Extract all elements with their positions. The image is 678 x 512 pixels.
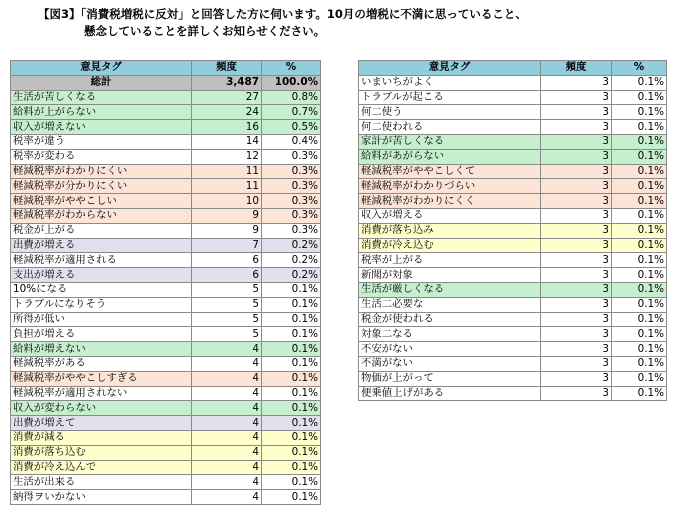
- table-row: [359, 282, 667, 297]
- tag-cell: 軽減税率がわかりにくい: [11, 164, 192, 179]
- tag-cell: いまいちがよく: [359, 75, 541, 90]
- tag-cell: 軽減税率が適用される: [11, 253, 192, 268]
- table-row: [359, 179, 667, 194]
- freq-cell: 3: [541, 134, 612, 149]
- pct-cell: 0.1%: [262, 297, 321, 312]
- pct-cell: 0.1%: [612, 105, 667, 120]
- table-row: [359, 371, 667, 386]
- opinion-tag-table-left: [10, 60, 321, 505]
- freq-cell: 3: [541, 282, 612, 297]
- column-header-tag: 意見タグ: [11, 61, 192, 76]
- table-row: [11, 282, 321, 297]
- tag-cell: 軽減税率が分かりにくい: [11, 179, 192, 194]
- tag-cell: 収入が変わらない: [11, 401, 192, 416]
- pct-cell: 0.3%: [262, 208, 321, 223]
- pct-cell: 0.1%: [612, 327, 667, 342]
- total-freq: 3,487: [192, 75, 262, 90]
- table-row: [11, 430, 321, 445]
- tag-cell: 軽減税率がわかりづらい: [359, 179, 541, 194]
- figure-heading: [38, 6, 668, 40]
- tag-cell: 出費が増えて: [11, 416, 192, 431]
- pct-cell: 0.1%: [612, 149, 667, 164]
- table-row: [359, 356, 667, 371]
- table-row: [11, 327, 321, 342]
- pct-cell: 0.1%: [262, 312, 321, 327]
- tag-cell: 消費が減る: [11, 430, 192, 445]
- freq-cell: 3: [541, 342, 612, 357]
- freq-cell: 3: [541, 356, 612, 371]
- table-row: [11, 356, 321, 371]
- pct-cell: 0.1%: [262, 342, 321, 357]
- table-row: [359, 268, 667, 283]
- right-table-body: [359, 61, 667, 401]
- tag-cell: 軽減税率がややこしい: [11, 194, 192, 209]
- freq-cell: 6: [192, 253, 262, 268]
- pct-cell: 0.3%: [262, 194, 321, 209]
- table-row: [359, 120, 667, 135]
- freq-cell: 3: [541, 194, 612, 209]
- pct-cell: 0.3%: [262, 164, 321, 179]
- pct-cell: 0.3%: [262, 149, 321, 164]
- freq-cell: 3: [541, 149, 612, 164]
- freq-cell: 5: [192, 282, 262, 297]
- freq-cell: 4: [192, 356, 262, 371]
- freq-cell: 3: [541, 179, 612, 194]
- freq-cell: 9: [192, 223, 262, 238]
- freq-cell: 3: [541, 253, 612, 268]
- tag-cell: 税率が上がる: [359, 253, 541, 268]
- tag-cell: 消費が冷え込んで: [11, 460, 192, 475]
- pct-cell: 0.1%: [262, 356, 321, 371]
- pct-cell: 0.1%: [612, 223, 667, 238]
- freq-cell: 3: [541, 75, 612, 90]
- tag-cell: 負担が増える: [11, 327, 192, 342]
- tag-cell: 納得ヲいかない: [11, 490, 192, 505]
- freq-cell: 3: [541, 386, 612, 401]
- tag-cell: 収入が増える: [359, 208, 541, 223]
- freq-cell: 4: [192, 386, 262, 401]
- pct-cell: 0.1%: [262, 282, 321, 297]
- pct-cell: 0.1%: [612, 342, 667, 357]
- table-row: [359, 134, 667, 149]
- table-row: [11, 134, 321, 149]
- column-header-freq: 頻度: [541, 61, 612, 76]
- freq-cell: 11: [192, 164, 262, 179]
- tag-cell: 給料があがらない: [359, 149, 541, 164]
- table-row: [11, 475, 321, 490]
- pct-cell: 0.1%: [612, 297, 667, 312]
- freq-cell: 5: [192, 312, 262, 327]
- tag-cell: 生活二必要な: [359, 297, 541, 312]
- tag-cell: 不満がない: [359, 356, 541, 371]
- pct-cell: 0.1%: [612, 356, 667, 371]
- table-row: [11, 238, 321, 253]
- pct-cell: 0.1%: [612, 371, 667, 386]
- pct-cell: 0.1%: [262, 475, 321, 490]
- pct-cell: 0.1%: [612, 386, 667, 401]
- tag-cell: 出費が増える: [11, 238, 192, 253]
- freq-cell: 6: [192, 268, 262, 283]
- table-row: [11, 371, 321, 386]
- pct-cell: 0.2%: [262, 253, 321, 268]
- tag-cell: 軽減税率がわからない: [11, 208, 192, 223]
- table-row: [11, 490, 321, 505]
- tag-cell: 不安がない: [359, 342, 541, 357]
- pct-cell: 0.1%: [612, 312, 667, 327]
- header-row: [11, 61, 321, 76]
- pct-cell: 0.1%: [612, 282, 667, 297]
- tag-cell: 生活が厳しくなる: [359, 282, 541, 297]
- pct-cell: 0.1%: [262, 416, 321, 431]
- table-row: [359, 327, 667, 342]
- freq-cell: 3: [541, 268, 612, 283]
- tag-cell: 新聞が対象: [359, 268, 541, 283]
- freq-cell: 3: [541, 327, 612, 342]
- left-table-body: [11, 61, 321, 505]
- pct-cell: 0.1%: [612, 179, 667, 194]
- pct-cell: 0.2%: [262, 238, 321, 253]
- tag-cell: 軽減税率がややこしくて: [359, 164, 541, 179]
- pct-cell: 0.1%: [262, 371, 321, 386]
- heading-line-2: 懸念していることを詳しくお知らせください。: [84, 24, 326, 38]
- tag-cell: トラブルが起こる: [359, 90, 541, 105]
- table-row: [11, 253, 321, 268]
- total-row: [11, 75, 321, 90]
- tag-cell: 軽減税率が適用されない: [11, 386, 192, 401]
- tag-cell: 生活が出来る: [11, 475, 192, 490]
- tag-cell: 支出が増える: [11, 268, 192, 283]
- tag-cell: 所得が低い: [11, 312, 192, 327]
- table-row: [11, 268, 321, 283]
- freq-cell: 7: [192, 238, 262, 253]
- pct-cell: 0.8%: [262, 90, 321, 105]
- tag-cell: 軽減税率がある: [11, 356, 192, 371]
- table-row: [11, 208, 321, 223]
- freq-cell: 4: [192, 416, 262, 431]
- pct-cell: 0.4%: [262, 134, 321, 149]
- table-row: [359, 75, 667, 90]
- pct-cell: 0.1%: [262, 460, 321, 475]
- freq-cell: 3: [541, 120, 612, 135]
- table-row: [11, 194, 321, 209]
- freq-cell: 3: [541, 164, 612, 179]
- freq-cell: 12: [192, 149, 262, 164]
- freq-cell: 14: [192, 134, 262, 149]
- freq-cell: 3: [541, 238, 612, 253]
- table-row: [11, 312, 321, 327]
- tag-cell: 対象二なる: [359, 327, 541, 342]
- tag-cell: 家計が苦しくなる: [359, 134, 541, 149]
- table-row: [11, 223, 321, 238]
- table-row: [359, 164, 667, 179]
- tag-cell: 生活が苦しくなる: [11, 90, 192, 105]
- table-row: [359, 149, 667, 164]
- pct-cell: 0.1%: [612, 238, 667, 253]
- total-pct: 100.0%: [262, 75, 321, 90]
- table-row: [359, 105, 667, 120]
- pct-cell: 0.1%: [612, 75, 667, 90]
- pct-cell: 0.1%: [612, 253, 667, 268]
- table-row: [11, 342, 321, 357]
- freq-cell: 16: [192, 120, 262, 135]
- freq-cell: 3: [541, 90, 612, 105]
- table-row: [359, 194, 667, 209]
- heading-line-1: 【図3】「消費税増税に反対」と回答した方に伺います。10月の増税に不満に思っていること、: [38, 7, 527, 21]
- table-row: [359, 208, 667, 223]
- freq-cell: 4: [192, 445, 262, 460]
- tag-cell: 何二使う: [359, 105, 541, 120]
- table-row: [11, 416, 321, 431]
- freq-cell: 3: [541, 208, 612, 223]
- table-row: [359, 312, 667, 327]
- freq-cell: 3: [541, 371, 612, 386]
- column-header-tag: 意見タグ: [359, 61, 541, 76]
- freq-cell: 4: [192, 401, 262, 416]
- tag-cell: 給料が上がらない: [11, 105, 192, 120]
- pct-cell: 0.1%: [612, 194, 667, 209]
- freq-cell: 3: [541, 312, 612, 327]
- pct-cell: 0.2%: [262, 268, 321, 283]
- pct-cell: 0.1%: [612, 134, 667, 149]
- table-row: [11, 120, 321, 135]
- table-row: [359, 90, 667, 105]
- pct-cell: 0.1%: [612, 164, 667, 179]
- tag-cell: 便乗値上げがある: [359, 386, 541, 401]
- freq-cell: 24: [192, 105, 262, 120]
- column-header-freq: 頻度: [192, 61, 262, 76]
- freq-cell: 3: [541, 105, 612, 120]
- table-row: [11, 149, 321, 164]
- table-row: [359, 223, 667, 238]
- total-label: 総計: [11, 75, 192, 90]
- tag-cell: 何二使われる: [359, 120, 541, 135]
- pct-cell: 0.1%: [262, 430, 321, 445]
- tag-cell: 消費が落ち込む: [11, 445, 192, 460]
- pct-cell: 0.1%: [262, 386, 321, 401]
- tag-cell: 税金が使われる: [359, 312, 541, 327]
- freq-cell: 4: [192, 490, 262, 505]
- tag-cell: 消費が冷え込む: [359, 238, 541, 253]
- tag-cell: 収入が増えない: [11, 120, 192, 135]
- tag-cell: 消費が落ち込み: [359, 223, 541, 238]
- pct-cell: 0.1%: [262, 401, 321, 416]
- tag-cell: 税金が上がる: [11, 223, 192, 238]
- table-row: [11, 164, 321, 179]
- freq-cell: 27: [192, 90, 262, 105]
- pct-cell: 0.5%: [262, 120, 321, 135]
- freq-cell: 4: [192, 371, 262, 386]
- pct-cell: 0.1%: [612, 90, 667, 105]
- freq-cell: 9: [192, 208, 262, 223]
- table-row: [359, 386, 667, 401]
- table-row: [11, 401, 321, 416]
- header-row: [359, 61, 667, 76]
- tag-cell: トラブルになりそう: [11, 297, 192, 312]
- opinion-tag-table-right: [358, 60, 667, 401]
- pct-cell: 0.1%: [262, 327, 321, 342]
- freq-cell: 10: [192, 194, 262, 209]
- freq-cell: 3: [541, 297, 612, 312]
- pct-cell: 0.3%: [262, 179, 321, 194]
- table-row: [359, 297, 667, 312]
- tag-cell: 軽減税率がわかりにくく: [359, 194, 541, 209]
- table-row: [359, 342, 667, 357]
- column-header-pct: %: [262, 61, 321, 76]
- freq-cell: 4: [192, 475, 262, 490]
- tag-cell: 税率が違う: [11, 134, 192, 149]
- freq-cell: 4: [192, 342, 262, 357]
- pct-cell: 0.1%: [612, 208, 667, 223]
- table-row: [359, 238, 667, 253]
- pct-cell: 0.1%: [612, 120, 667, 135]
- table-row: [11, 297, 321, 312]
- tag-cell: 10%になる: [11, 282, 192, 297]
- freq-cell: 5: [192, 297, 262, 312]
- pct-cell: 0.7%: [262, 105, 321, 120]
- freq-cell: 3: [541, 223, 612, 238]
- pct-cell: 0.1%: [612, 268, 667, 283]
- pct-cell: 0.1%: [262, 445, 321, 460]
- table-row: [359, 253, 667, 268]
- table-row: [11, 179, 321, 194]
- tag-cell: 物価が上がって: [359, 371, 541, 386]
- tag-cell: 給料が増えない: [11, 342, 192, 357]
- table-row: [11, 460, 321, 475]
- tag-cell: 軽減税率がややこしすぎる: [11, 371, 192, 386]
- table-row: [11, 445, 321, 460]
- column-header-pct: %: [612, 61, 667, 76]
- table-row: [11, 386, 321, 401]
- pct-cell: 0.1%: [262, 490, 321, 505]
- table-row: [11, 90, 321, 105]
- tag-cell: 税率が変わる: [11, 149, 192, 164]
- freq-cell: 4: [192, 460, 262, 475]
- freq-cell: 4: [192, 430, 262, 445]
- freq-cell: 11: [192, 179, 262, 194]
- table-row: [11, 105, 321, 120]
- pct-cell: 0.3%: [262, 223, 321, 238]
- freq-cell: 5: [192, 327, 262, 342]
